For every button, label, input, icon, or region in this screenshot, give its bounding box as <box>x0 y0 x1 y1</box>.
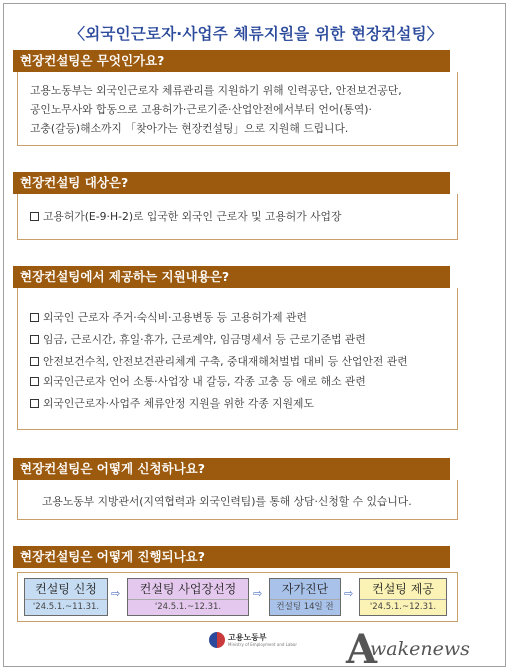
section-text-line: 고용노동부는 외국인근로자 체류관리를 지원하기 위해 인력공단, 안전보건공단, <box>30 84 402 97</box>
checkbox-icon <box>30 335 39 344</box>
section-heading-what: 현장컨설팅은 무엇인가요? <box>13 50 450 72</box>
section-heading-process: 현장컨설팅은 어떻게 진행되나요? <box>13 546 450 568</box>
list-item: 외국인근로자·사업주 체류안정 지원을 위한 각종 지원제도 <box>30 396 314 411</box>
section-heading-apply: 현장컨설팅은 어떻게 신청하나요? <box>13 458 450 480</box>
arrow-right-icon: ⇨ <box>253 587 263 600</box>
process-flow <box>17 572 458 622</box>
page-title: 〈외국인근로자·사업주 체류지원을 위한 현장컨설팅〉 <box>69 25 443 43</box>
list-item: 외국인근로자 언어 소통·사업장 내 갈등, 각종 고충 등 애로 해소 관련 <box>30 374 366 389</box>
checkbox-icon <box>30 377 39 386</box>
section-body-support <box>17 288 458 430</box>
flow-step-apply: 컨설팅 신청 '24.5.1.~11.31. <box>24 578 108 616</box>
watermark: A wakenews <box>346 626 470 672</box>
section-text-line: 공인노무사와 합동으로 고용허가·근로기준·산업안전에서부터 언어(통역)· <box>30 103 372 116</box>
section-text-line: 고용노동부 지방관서(지역협력과 외국인력팀)를 통해 상담·신청할 수 있습니다. <box>42 495 412 508</box>
list-item: 임금, 근로시간, 휴일·휴가, 근로계약, 임금명세서 등 근로기준법 관련 <box>30 332 366 347</box>
watermark-a-glyph: A <box>346 626 378 672</box>
section-body-target <box>17 194 458 240</box>
checkbox-icon <box>30 313 39 322</box>
checkbox-icon <box>30 399 39 408</box>
section-text-line: 고충(갈등)해소까지 「찾아가는 현장컨설팅」으로 지원해 드립니다. <box>30 122 349 135</box>
arrow-right-icon: ⇨ <box>344 587 354 600</box>
list-item: 고용허가(E-9·H-2)로 입국한 외국인 근로자 및 고용허가 사업장 <box>30 209 341 224</box>
taegeuk-icon <box>209 632 225 648</box>
section-heading-support: 현장컨설팅에서 제공하는 지원내용은? <box>13 266 450 288</box>
arrow-right-icon: ⇨ <box>111 587 121 600</box>
section-body-what <box>17 72 458 146</box>
section-heading-target: 현장컨설팅 대상은? <box>13 172 450 194</box>
section-body-apply <box>17 480 458 520</box>
list-item: 안전보건수칙, 안전보건관리체계 구축, 중대재해처벌법 대비 등 산업안전 관련 <box>30 354 408 369</box>
flow-step-self-diagnosis: 자가진단 컨설팅 14일 전 <box>269 578 341 616</box>
list-item: 외국인 근로자 주거·숙식비·고용변동 등 고용허가제 관련 <box>30 310 307 325</box>
checkbox-icon <box>30 212 39 221</box>
checkbox-icon <box>30 357 39 366</box>
flow-step-selection: 컨설팅 사업장선정 '24.5.1.~12.31. <box>127 578 249 616</box>
flow-step-provide: 컨설팅 제공 '24.5.1.~12.31. <box>359 578 447 616</box>
ministry-logo: 고용노동부 Ministry of Employment and Labor <box>209 630 279 652</box>
